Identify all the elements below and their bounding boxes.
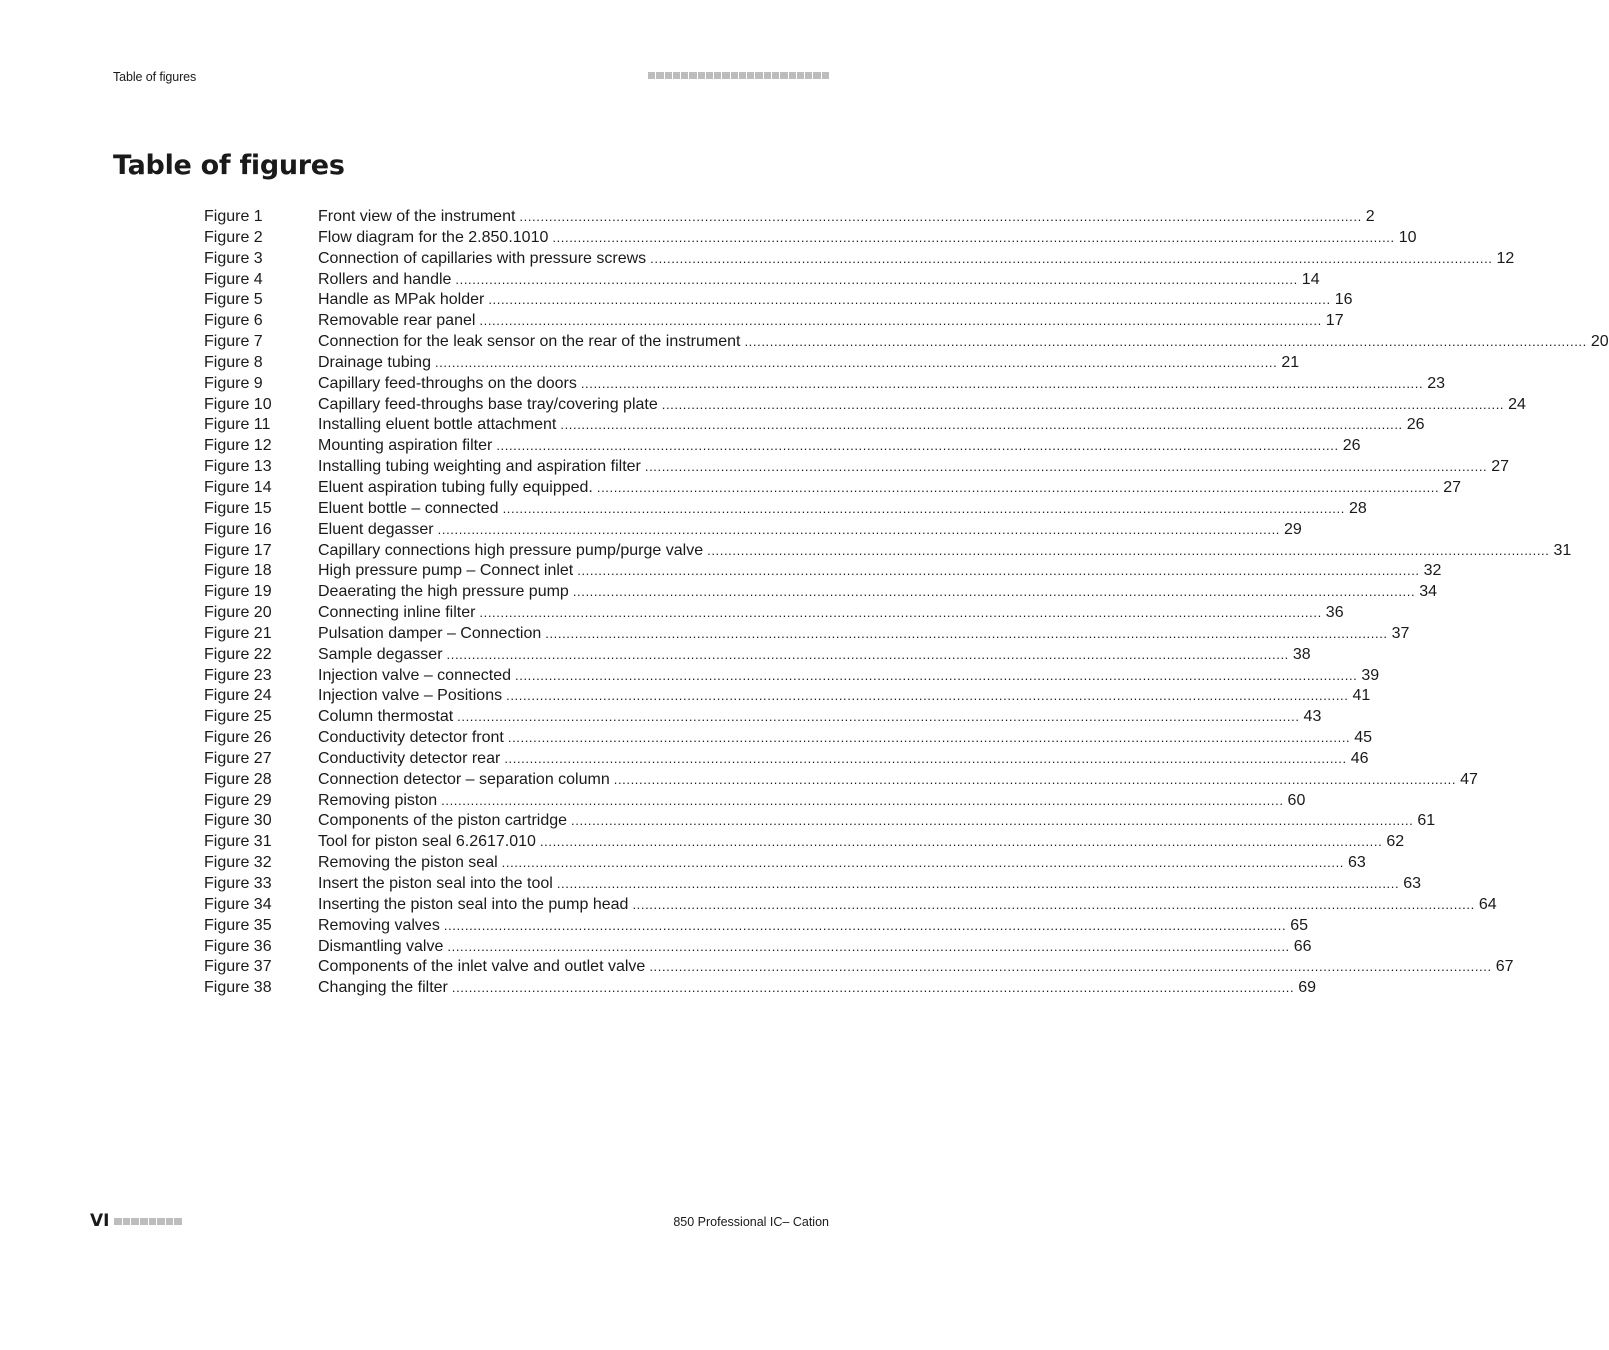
figure-title: Components of the inlet valve and outlet valve [318, 958, 646, 976]
figure-page-number: 26 [1342, 437, 1361, 455]
figure-title: Drainage tubing [318, 353, 431, 371]
dot-leader [438, 520, 1280, 541]
figure-label: Figure 22 [204, 645, 272, 663]
figure-page-number: 20 [1590, 333, 1609, 351]
dot-leader [571, 811, 1413, 832]
figure-page-number: 32 [1423, 562, 1442, 580]
figure-title: Rollers and handle [318, 270, 452, 288]
figure-title: Tool for piston seal 6.2617.010 [318, 833, 536, 851]
figure-entry[interactable] [204, 645, 1311, 666]
dot-leader [455, 270, 1297, 291]
figure-page-number: 45 [1354, 729, 1373, 747]
figure-entry[interactable] [204, 499, 1367, 520]
figure-entry[interactable] [204, 832, 1405, 853]
figure-list [204, 207, 1609, 999]
figure-label: Figure 30 [204, 812, 272, 830]
figure-title: Connection for the leak sensor on the rear of the instrument [318, 333, 741, 351]
figure-page-number: 41 [1352, 687, 1371, 705]
figure-entry[interactable] [204, 603, 1344, 624]
figure-entry[interactable] [204, 811, 1436, 832]
figure-title: Capillary feed-throughs on the doors [318, 374, 577, 392]
dot-leader [557, 874, 1399, 895]
dot-leader [577, 561, 1419, 582]
dot-leader [649, 957, 1491, 978]
dot-leader [645, 457, 1487, 478]
header-decor-squares [648, 72, 829, 79]
dot-leader [506, 686, 1348, 707]
figure-title: Dismantling valve [318, 937, 444, 955]
figure-title: Conductivity detector front [318, 729, 504, 747]
dot-leader [496, 436, 1338, 457]
figure-title: Conductivity detector rear [318, 749, 501, 767]
figure-label: Figure 18 [204, 562, 272, 580]
figure-label: Figure 19 [204, 583, 272, 601]
figure-label: Figure 37 [204, 958, 272, 976]
dot-leader [614, 770, 1456, 791]
dot-leader [650, 249, 1492, 270]
dot-leader [581, 374, 1423, 395]
figure-page-number: 66 [1293, 937, 1312, 955]
running-header-title: Table of figures [113, 70, 197, 84]
figure-label: Figure 36 [204, 937, 272, 955]
figure-entry[interactable] [204, 395, 1526, 416]
figure-entry[interactable] [204, 874, 1421, 895]
figure-label: Figure 20 [204, 604, 272, 622]
figure-label: Figure 6 [204, 312, 263, 330]
figure-entry[interactable] [204, 937, 1312, 958]
dot-leader [479, 603, 1321, 624]
figure-entry[interactable] [204, 415, 1425, 436]
figure-title: Removing piston [318, 791, 438, 809]
figure-page-number: 65 [1290, 916, 1308, 934]
figure-label: Figure 23 [204, 666, 272, 684]
figure-label: Figure 27 [204, 749, 272, 767]
figure-title: Capillary feed-throughs base tray/covering plate [318, 395, 658, 413]
figure-title: Connection detector – separation column [318, 770, 610, 788]
figure-title: Injection valve – connected [318, 666, 512, 684]
figure-label: Figure 28 [204, 770, 272, 788]
figure-label: Figure 34 [204, 895, 272, 913]
dot-leader [435, 353, 1277, 374]
figure-label: Figure 15 [204, 499, 272, 517]
figure-label: Figure 4 [204, 270, 263, 288]
figure-page-number: 37 [1391, 624, 1410, 642]
figure-label: Figure 31 [204, 833, 272, 851]
dot-leader [707, 541, 1549, 562]
figure-entry[interactable] [204, 624, 1410, 645]
figure-page-number: 62 [1386, 833, 1405, 851]
figure-page-number: 26 [1406, 416, 1425, 434]
figure-title: Pulsation damper – Connection [318, 624, 542, 642]
figure-label: Figure 5 [204, 291, 263, 309]
figure-page-number: 14 [1301, 270, 1320, 288]
figure-label: Figure 13 [204, 458, 272, 476]
figure-title: Deaerating the high pressure pump [318, 583, 569, 601]
figure-entry[interactable] [204, 311, 1344, 332]
figure-title: Installing eluent bottle attachment [318, 416, 557, 434]
figure-title: Flow diagram for the 2.850.1010 [318, 228, 549, 246]
dot-leader [573, 582, 1415, 603]
figure-entry[interactable] [204, 290, 1353, 311]
figure-label: Figure 2 [204, 228, 263, 246]
figure-entry[interactable] [204, 978, 1317, 999]
figure-entry[interactable] [204, 353, 1300, 374]
figure-page-number: 27 [1491, 458, 1510, 476]
figure-label: Figure 38 [204, 979, 272, 997]
figure-title: Changing the filter [318, 979, 448, 997]
figure-label: Figure 33 [204, 875, 272, 892]
figure-entry[interactable] [204, 207, 1375, 228]
figure-label: Figure 29 [204, 791, 272, 809]
figure-entry[interactable] [204, 728, 1373, 749]
figure-entry[interactable] [204, 666, 1380, 687]
figure-page-number: 67 [1495, 958, 1514, 976]
figure-title: Connecting inline filter [318, 604, 476, 622]
figure-page-number: 21 [1281, 353, 1300, 371]
figure-entry[interactable] [204, 916, 1308, 937]
dot-leader [502, 853, 1344, 874]
figure-page-number: 47 [1460, 770, 1478, 788]
dot-leader [503, 499, 1345, 520]
figure-entry[interactable] [204, 770, 1478, 791]
figure-page-number: 2 [1365, 208, 1375, 225]
figure-label: Figure 26 [204, 729, 272, 747]
figure-entry[interactable] [204, 457, 1510, 478]
figure-entry[interactable] [204, 791, 1306, 812]
figure-entry[interactable] [204, 374, 1445, 395]
figure-entry[interactable] [204, 436, 1361, 457]
figure-entry[interactable] [204, 270, 1320, 291]
dot-leader [519, 207, 1361, 228]
footer-product-name: 850 Professional IC– Cation [673, 1215, 829, 1229]
figure-page-number: 39 [1361, 666, 1380, 684]
figure-entry[interactable] [204, 541, 1572, 562]
figure-title: Installing tubing weighting and aspiration filter [318, 458, 641, 476]
page-title: Table of figures [113, 150, 345, 181]
footer-page-number: VI [90, 1211, 110, 1231]
figure-label: Figure 11 [204, 416, 271, 434]
dot-leader [441, 791, 1283, 812]
figure-entry[interactable] [204, 561, 1442, 582]
figure-page-number: 23 [1427, 374, 1445, 392]
figure-page-number: 10 [1398, 228, 1417, 246]
dot-leader [488, 290, 1330, 311]
figure-entry[interactable] [204, 895, 1497, 916]
dot-leader [560, 415, 1402, 436]
figure-label: Figure 17 [204, 541, 272, 559]
figure-label: Figure 12 [204, 437, 272, 455]
dot-leader [479, 311, 1321, 332]
figure-title: Column thermostat [318, 708, 454, 726]
figure-title: Components of the piston cartridge [318, 812, 568, 830]
figure-entry[interactable] [204, 853, 1366, 874]
figure-entry[interactable] [204, 707, 1322, 728]
figure-page-number: 16 [1334, 291, 1353, 309]
footer-decor-squares [114, 1218, 182, 1225]
figure-entry[interactable] [204, 957, 1514, 978]
dot-leader [662, 395, 1504, 416]
figure-title: Removing valves [318, 916, 440, 934]
dot-leader [744, 332, 1586, 353]
dot-leader [447, 645, 1289, 666]
figure-label: Figure 25 [204, 708, 272, 726]
figure-label: Figure 9 [204, 374, 263, 392]
figure-label: Figure 10 [204, 395, 272, 413]
figure-page-number: 12 [1496, 249, 1515, 267]
figure-page-number: 43 [1303, 708, 1322, 726]
figure-title: Removing the piston seal [318, 854, 498, 872]
figure-page-number: 17 [1325, 312, 1344, 330]
figure-entry[interactable] [204, 749, 1369, 770]
figure-label: Figure 8 [204, 353, 263, 371]
figure-title: Injection valve – Positions [318, 687, 503, 705]
figure-page-number: 27 [1443, 478, 1462, 496]
figure-label: Figure 16 [204, 520, 272, 538]
figure-page-number: 34 [1419, 583, 1437, 601]
figure-label: Figure 3 [204, 249, 263, 267]
figure-page-number: 64 [1478, 895, 1497, 913]
figure-page-number: 29 [1284, 520, 1302, 538]
dot-leader [545, 624, 1387, 645]
figure-label: Figure 35 [204, 916, 272, 934]
dot-leader [515, 666, 1357, 687]
figure-title: Eluent bottle – connected [318, 499, 499, 517]
figure-page-number: 69 [1298, 979, 1317, 997]
figure-label: Figure 24 [204, 687, 272, 705]
figure-title: Eluent degasser [318, 520, 434, 538]
figure-title: Handle as MPak holder [318, 291, 485, 309]
figure-page-number: 28 [1348, 499, 1367, 517]
figure-title: Insert the piston seal into the tool [318, 875, 553, 892]
figure-label: Figure 21 [204, 624, 272, 642]
figure-page-number: 63 [1403, 875, 1421, 892]
figure-entry[interactable] [204, 228, 1417, 249]
figure-title: Sample degasser [318, 645, 443, 663]
dot-leader [504, 749, 1346, 770]
figure-entry[interactable] [204, 249, 1515, 270]
figure-entry[interactable] [204, 520, 1302, 541]
figure-entry[interactable] [204, 332, 1609, 353]
figure-entry[interactable] [204, 686, 1371, 707]
dot-leader [452, 978, 1294, 999]
figure-page-number: 38 [1292, 645, 1311, 663]
figure-title: Inserting the piston seal into the pump head [318, 895, 629, 913]
dot-leader [457, 707, 1299, 728]
figure-page-number: 63 [1348, 854, 1366, 872]
figure-entry[interactable] [204, 582, 1437, 603]
figure-title: Removable rear panel [318, 312, 476, 330]
figure-page-number: 36 [1325, 604, 1344, 622]
dot-leader [508, 728, 1350, 749]
figure-page-number: 60 [1287, 791, 1306, 809]
figure-entry[interactable] [204, 478, 1462, 499]
dot-leader [632, 895, 1474, 916]
figure-title: High pressure pump – Connect inlet [318, 562, 574, 580]
figure-label: Figure 14 [204, 478, 272, 496]
dot-leader [447, 937, 1289, 958]
figure-label: Figure 32 [204, 854, 272, 872]
figure-page-number: 31 [1553, 541, 1572, 559]
figure-title: Mounting aspiration filter [318, 437, 493, 455]
figure-label: Figure 1 [204, 208, 263, 225]
dot-leader [540, 832, 1382, 853]
figure-title: Front view of the instrument [318, 208, 516, 225]
figure-page-number: 24 [1508, 395, 1526, 413]
figure-title: Connection of capillaries with pressure screws [318, 249, 647, 267]
dot-leader [444, 916, 1286, 937]
dot-leader [552, 228, 1394, 249]
figure-title: Capillary connections high pressure pump/purge valve [318, 541, 704, 559]
dot-leader [597, 478, 1439, 499]
figure-page-number: 61 [1417, 812, 1436, 830]
figure-label: Figure 7 [204, 333, 263, 351]
figure-title: Eluent aspiration tubing fully equipped. [318, 478, 593, 496]
figure-page-number: 46 [1350, 749, 1369, 767]
